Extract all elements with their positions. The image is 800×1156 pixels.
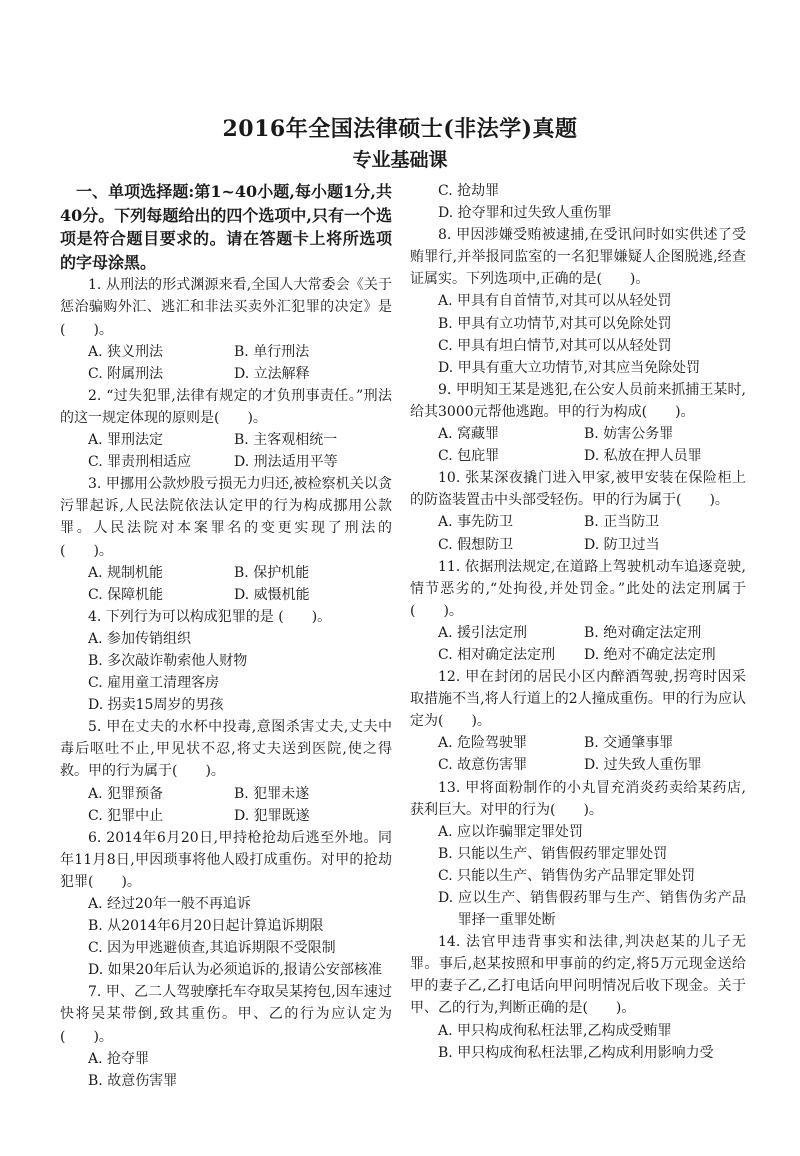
option-row <box>410 445 746 467</box>
option: B. 交通肇事罪 <box>584 735 674 752</box>
option: A. 窝藏罪 <box>438 426 500 443</box>
option: C. 只能以生产、销售伪劣产品罪定罪处罚 <box>438 867 696 884</box>
option: B. 单行刑法 <box>234 343 310 360</box>
option: A. 应以诈骗罪定罪处罚 <box>438 823 584 840</box>
option: D. 拐卖15周岁的男孩 <box>88 697 224 714</box>
option: A. 抢夺罪 <box>88 1050 150 1067</box>
option: B. 犯罪未遂 <box>234 785 310 802</box>
option: A. 援引法定刑 <box>438 624 528 641</box>
option: B. 多次敲诈勒索他人财物 <box>88 652 248 669</box>
option-row <box>60 429 392 451</box>
question-stem: 3. 甲挪用公款炒股亏损无力归还,被检察机关以贪污罪起诉,人民法院依法认定甲的行为构成挪用公款罪。人民法院对本案罪名的变更实现了刑法的( )。 <box>60 476 392 559</box>
option: A. 狭义刑法 <box>88 343 164 360</box>
option-row <box>410 511 746 533</box>
option: D. 甲具有重大立功情节,对其应当免除处罚 <box>438 359 701 376</box>
option: A. 罪刑法定 <box>88 432 164 449</box>
option: A. 危险驾驶罪 <box>438 735 528 752</box>
option-row <box>60 451 392 473</box>
option: D. 威慑机能 <box>234 586 310 603</box>
page-title: 2016年全国法律硕士(非法学)真题 <box>222 116 578 142</box>
option: C. 抢劫罪 <box>438 183 500 199</box>
option: A. 规制机能 <box>88 564 164 581</box>
option: C. 包庇罪 <box>438 448 500 465</box>
question-stem: 4. 下列行为可以构成犯罪的是 ( )。 <box>88 608 332 625</box>
option-row <box>410 644 746 666</box>
question-stem: 10. 张某深夜撬门进入甲家,被甲安装在保险柜上的防盗装置击中头部受轻伤。甲的行为属于( )。 <box>410 470 746 509</box>
option: D. 绝对不确定法定刑 <box>584 646 716 663</box>
option: D. 刑法适用平等 <box>234 454 338 471</box>
option: C. 保障机能 <box>88 586 164 603</box>
option-row <box>410 423 746 445</box>
option: B. 从2014年6月20日起计算追诉期限 <box>88 918 324 935</box>
left-column <box>60 180 392 1092</box>
question-stem: 6. 2014年6月20日,甲持枪抢劫后逃至外地。同年11月8日,甲因琐事将他人殴打成重伤。对甲的抢劫犯罪( )。 <box>60 829 392 890</box>
option: D. 立法解释 <box>234 365 310 382</box>
option-row <box>410 754 746 776</box>
option: D. 如果20年后认为必须追诉的,报请公安部核准 <box>88 962 382 979</box>
option: C. 因为甲逃避侦查,其追诉期限不受限制 <box>88 940 336 957</box>
option: C. 附属刑法 <box>88 365 164 382</box>
question-stem: 13. 甲将面粉制作的小丸冒充消炎药卖给某药店,获利巨大。对甲的行为( )。 <box>410 779 746 818</box>
option: D. 应以生产、销售假药罪与生产、销售伪劣产品罪择一重罪处断 <box>438 890 746 929</box>
option: A. 甲只构成徇私枉法罪,乙构成受贿罪 <box>438 1022 672 1039</box>
option: B. 主客观相统一 <box>234 432 338 449</box>
option: B. 只能以生产、销售假药罪定罪处罚 <box>438 845 668 862</box>
question-stem: 5. 甲在丈夫的水杯中投毒,意图杀害丈夫,丈夫中毒后呕吐不止,甲见状不忍,将丈夫送到医院,使之得救。甲的行为属于( )。 <box>60 719 392 780</box>
option: D. 犯罪既遂 <box>234 807 310 824</box>
option: D. 防卫过当 <box>584 536 660 553</box>
option-row <box>60 341 392 363</box>
question-stem: 9. 甲明知王某是逃犯,在公安人员前来抓捕王某时,给其3000元帮他逃跑。甲的行为构成( )。 <box>410 381 746 420</box>
option-row <box>60 562 392 584</box>
option: D. 私放在押人员罪 <box>584 448 702 465</box>
option-row <box>60 584 392 606</box>
option: A. 事先防卫 <box>438 514 514 531</box>
option-row <box>410 732 746 754</box>
option: B. 正当防卫 <box>584 514 660 531</box>
question-stem: 1. 从刑法的形式渊源来看,全国人大常委会《关于惩治骗购外汇、逃汇和非法买卖外汇犯罪的决定》是( )。 <box>60 277 392 338</box>
page-subtitle: 专业基础课 <box>352 149 448 171</box>
option: D. 抢夺罪和过失致人重伤罪 <box>438 205 612 222</box>
option-row <box>60 363 392 385</box>
option: A. 甲具有自首情节,对其可以从轻处罚 <box>438 293 672 310</box>
option-row <box>60 783 392 805</box>
question-stem: 12. 甲在封闭的居民小区内醉酒驾驶,拐弯时因采取措施不当,将人行道上的2人撞成重伤。甲的行为应认定为( )。 <box>410 669 746 730</box>
option: D. 过失致人重伤罪 <box>584 757 702 774</box>
option: B. 保护机能 <box>234 564 310 581</box>
option: A. 参加传销组织 <box>88 630 192 647</box>
option: C. 甲具有坦白情节,对其可以从轻处罚 <box>438 337 672 354</box>
option: B. 甲具有立功情节,对其可以免除处罚 <box>438 315 672 332</box>
option: C. 相对确定法定刑 <box>438 646 556 663</box>
right-column <box>410 180 746 1064</box>
option: C. 犯罪中止 <box>88 807 164 824</box>
question-stem: 14. 法官甲违背事实和法律,判决赵某的儿子无罪。事后,赵某按照和甲事前的约定,将5万元现金送给甲的妻子乙,乙打电话向甲问明情况后收下现金。关于甲、乙的行为,判断正确的是( )。 <box>410 934 746 1017</box>
option: C. 雇用童工清理客房 <box>88 675 220 692</box>
option: B. 妨害公务罪 <box>584 426 674 443</box>
option-row <box>60 805 392 827</box>
option: C. 故意伤害罪 <box>438 757 528 774</box>
option: B. 绝对确定法定刑 <box>584 624 702 641</box>
option: B. 甲只构成徇私枉法罪,乙构成利用影响力受 <box>438 1044 714 1061</box>
question-stem: 8. 甲因涉嫌受贿被逮捕,在受讯问时如实供述了受贿罪行,并举报同监室的一名犯罪嫌疑人企图脱逃,经查证属实。下列选项中,正确的是( )。 <box>410 227 746 288</box>
option: B. 故意伤害罪 <box>88 1072 178 1089</box>
option: A. 犯罪预备 <box>88 785 164 802</box>
option: C. 假想防卫 <box>438 536 514 553</box>
option: C. 罪责刑相适应 <box>88 454 192 471</box>
section-heading: 一、单项选择题:第1~40小题,每小题1分,共40分。下列每题给出的四个选项中,只有一个选项是符合题目要求的。请在答题卡上将所选项的字母涂黑。 <box>60 182 392 272</box>
question-stem: 7. 甲、乙二人驾驶摩托车夺取吴某挎包,因车速过快将吴某带倒,致其重伤。甲、乙的行为应认定为( )。 <box>60 984 392 1045</box>
option: A. 经过20年一般不再追诉 <box>88 896 251 912</box>
question-stem: 11. 依据刑法规定,在道路上驾驶机动车追逐竞驶,情节恶劣的,“处拘役,并处罚金。”此处的法定刑属于( )。 <box>410 558 746 619</box>
question-stem: 2. “过失犯罪,法律有规定的才负刑事责任。”刑法的这一规定体现的原则是( )。 <box>60 387 392 426</box>
option-row <box>410 534 746 556</box>
option-row <box>410 622 746 644</box>
